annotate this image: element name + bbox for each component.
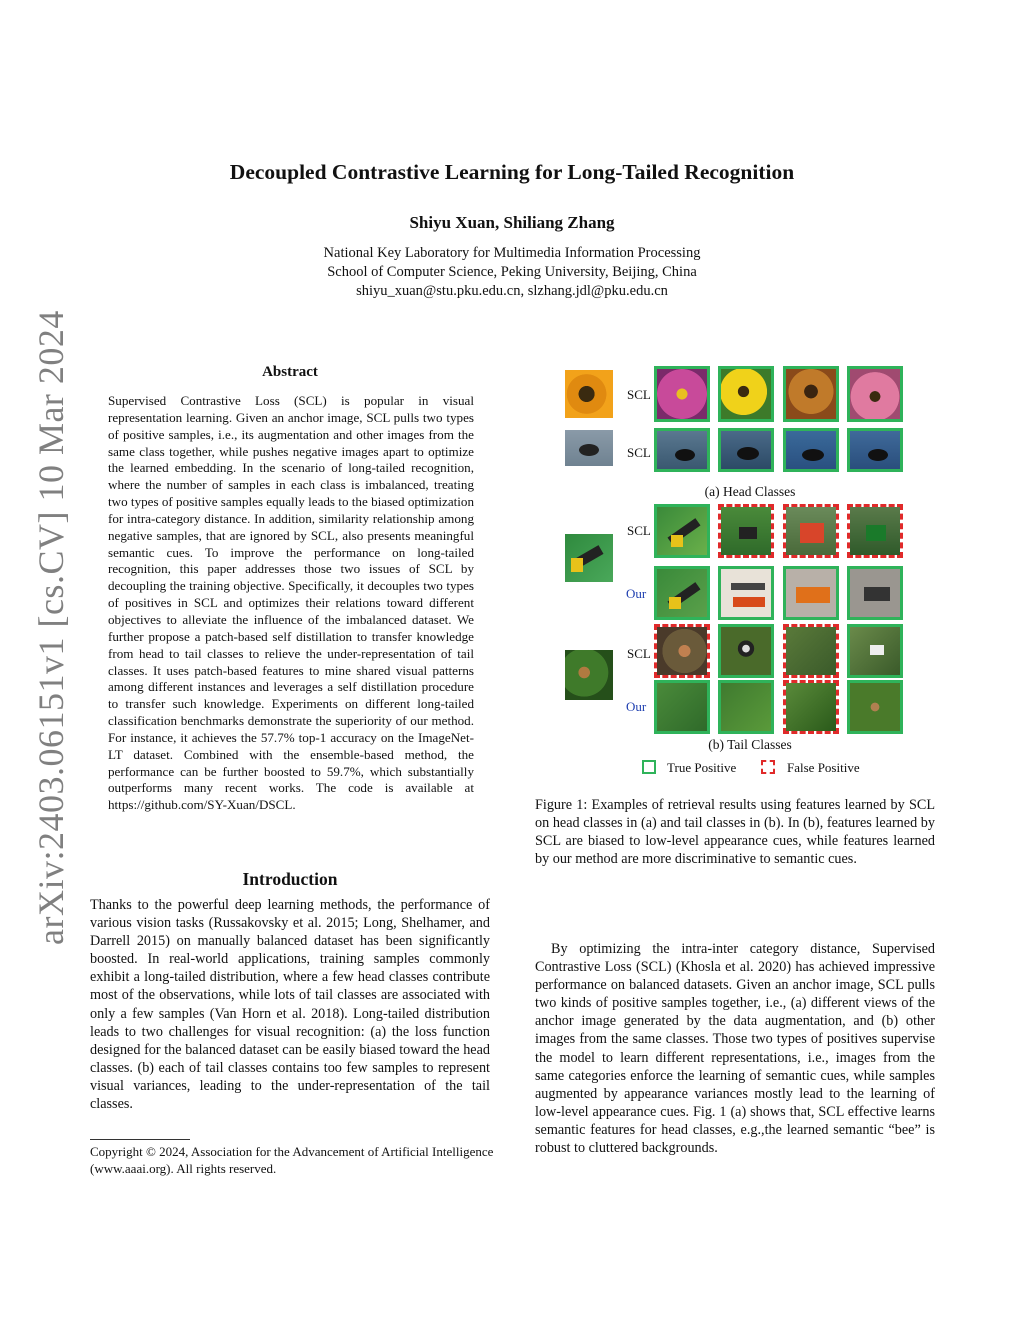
- paper-title: Decoupled Contrastive Learning for Long-Tailed Recognition: [229, 160, 795, 184]
- abstract-paragraph: Supervised Contrastive Loss (SCL) is popular in visual representation learning. Given an anchor image, SCL pulls two types of positive samples, i.e., its augmentation and other images from the same class together, while pushes negative images apart to optimize the learned embedding. In the scenario of long-tailed recognition, where the number of samples in each class is imbalanced, treating two types of positive samples equally leads to the biased optimization for intra-category distance. In addition, similarity relationship among negative samples, that are ignored by SCL, also presents meaningful semantic cues. To improve the performance on long-tailed recognition, this paper addresses those two issues of SCL by decoupling the training objective. Specifically, it decouples two types of positives in SCL and optimizes their relations toward different objectives to alleviate the influence of the imbalanced dataset. We further propose a patch-based self distillation to transfer knowledge from head to tail classes to relieve the under-representation of tail classes. It uses patch-based features to mine shared visual patterns among different instances and leverages a self distillation procedure to transfer such knowledge. Experiments on different long-tailed classification benchmarks demonstrate the superiority of our method. For instance, it achieves the 57.7% top-1 accuracy on the ImageNet-LT dataset. Combined with the ensemble-based method, the performance can be further boosted to 59.7%, which substantially outperforms many recent works. The code is available at https://github.com/SY-Xuan/DSCL.: [108, 393, 474, 813]
- legend-true-positive-swatch: [642, 760, 656, 774]
- arxiv-stamp: arXiv:2403.06151v1 [cs.CV] 10 Mar 2024: [31, 310, 71, 945]
- tail-classes-caption: (b) Tail Classes: [708, 737, 792, 752]
- row-label-scl: SCL: [627, 646, 651, 661]
- row-label-ours: Our: [626, 699, 647, 714]
- retrieval-image-true-positive: [847, 680, 903, 734]
- retrieval-image-true-positive: [654, 680, 710, 734]
- affiliation-block: [0, 244, 1024, 301]
- anchor-image-bird: [565, 650, 613, 700]
- affiliation-line: National Key Laboratory for Multimedia Information Processing: [323, 245, 701, 261]
- row-label-ours: Our: [626, 586, 647, 601]
- retrieval-image-true-positive: [718, 566, 774, 620]
- retrieval-image-true-positive: [783, 366, 839, 422]
- abstract-heading: Abstract: [262, 364, 318, 380]
- retrieval-image-true-positive: [654, 566, 710, 620]
- figure-caption: Figure 1: Examples of retrieval results using features learned by SCL on head classes in (a) and tail classes in (b). In (b), features learned by SCL are biased to low-level appearance cues, while features learned by our method are more discriminative to semantic cues.: [535, 797, 935, 867]
- retrieval-image-false-positive: [847, 504, 903, 558]
- affiliation-line: School of Computer Science, Peking University, Beijing, China: [327, 264, 697, 280]
- row-label-scl: SCL: [627, 387, 651, 402]
- retrieval-image-true-positive: [783, 566, 839, 620]
- footnote-rule: [90, 1139, 190, 1140]
- head-classes-caption: (a) Head Classes: [704, 484, 796, 499]
- retrieval-image-true-positive: [718, 624, 774, 678]
- legend-true-positive-label: True Positive: [667, 760, 737, 775]
- right-column-paragraph: By optimizing the intra-inter category distance, Supervised Contrastive Loss (SCL) (Khosla et al. 2020) has achieved impressive performance on balanced datasets. Given an anchor image, SCL pulls two kinds of positive samples together, i.e., (a) different views of the anchor image generated by the data augmentation, and (b) other images from the same classes. Those two types of positives supervise the model to learn different representations, i.e., images from the same categories enforce the learning of semantic cues, while samples augmented by appearance variances mostly lead to the learning of low-level appearance cues. Fig. 1 (a) shows that, SCL effective learns semantic features for head classes, e.g.,the learned semantic “bee” is robust to cluttered backgrounds.: [535, 941, 935, 1157]
- introduction-text: [90, 896, 490, 1113]
- retrieval-image-false-positive: [654, 624, 710, 678]
- retrieval-image-true-positive: [654, 504, 710, 558]
- figure-1: [560, 362, 940, 782]
- retrieval-image-true-positive: [847, 624, 903, 678]
- anchor-image-chainsaw: [565, 534, 613, 582]
- retrieval-image-false-positive: [718, 504, 774, 558]
- anchor-image-coot: [565, 430, 613, 466]
- retrieval-image-true-positive: [847, 566, 903, 620]
- retrieval-image-true-positive: [783, 428, 839, 472]
- author-emails: shiyu_xuan@stu.pku.edu.cn, slzhang.jdl@pku.edu.cn: [356, 283, 668, 299]
- paper-authors: Shiyu Xuan, Shiliang Zhang: [409, 213, 615, 232]
- legend-false-positive-label: False Positive: [787, 760, 860, 775]
- retrieval-image-false-positive: [783, 680, 839, 734]
- legend-false-positive-swatch: [761, 760, 775, 774]
- retrieval-image-false-positive: [783, 624, 839, 678]
- retrieval-image-true-positive: [654, 366, 710, 422]
- right-column-text: [535, 940, 935, 1157]
- retrieval-image-true-positive: [718, 680, 774, 734]
- row-label-scl: SCL: [627, 523, 651, 538]
- retrieval-image-true-positive: [718, 428, 774, 472]
- row-label-scl: SCL: [627, 445, 651, 460]
- anchor-image-bee: [565, 370, 613, 418]
- retrieval-image-false-positive: [783, 504, 839, 558]
- introduction-paragraph: Thanks to the powerful deep learning methods, the performance of various vision tasks (Russakovsky et al. 2015; Long, Shelhamer, and Darrell 2015) on manually balanced dataset has been significantly boosted. In real-world applications, training samples commonly exhibit a long-tailed distribution, where a few head classes contribute most of the observations, while lots of tail classes are associated with only a few samples (Van Horn et al. 2018). Long-tailed distribution leads to two challenges for visual recognition: (a) the loss function designed for the balanced dataset can be easily biased toward the head classes. (b) each of tail classes contains too few samples to represent visual variances, leading to the under-representation of the tail classes.: [90, 897, 490, 1113]
- abstract-text: [108, 393, 474, 814]
- retrieval-image-true-positive: [847, 366, 903, 422]
- copyright-footnote: Copyright © 2024, Association for the Advancement of Artificial Intelligence (www.aaai.org). All rights reserved.: [90, 1144, 494, 1176]
- retrieval-image-true-positive: [718, 366, 774, 422]
- introduction-heading: Introduction: [242, 869, 338, 889]
- retrieval-image-true-positive: [847, 428, 903, 472]
- retrieval-image-true-positive: [654, 428, 710, 472]
